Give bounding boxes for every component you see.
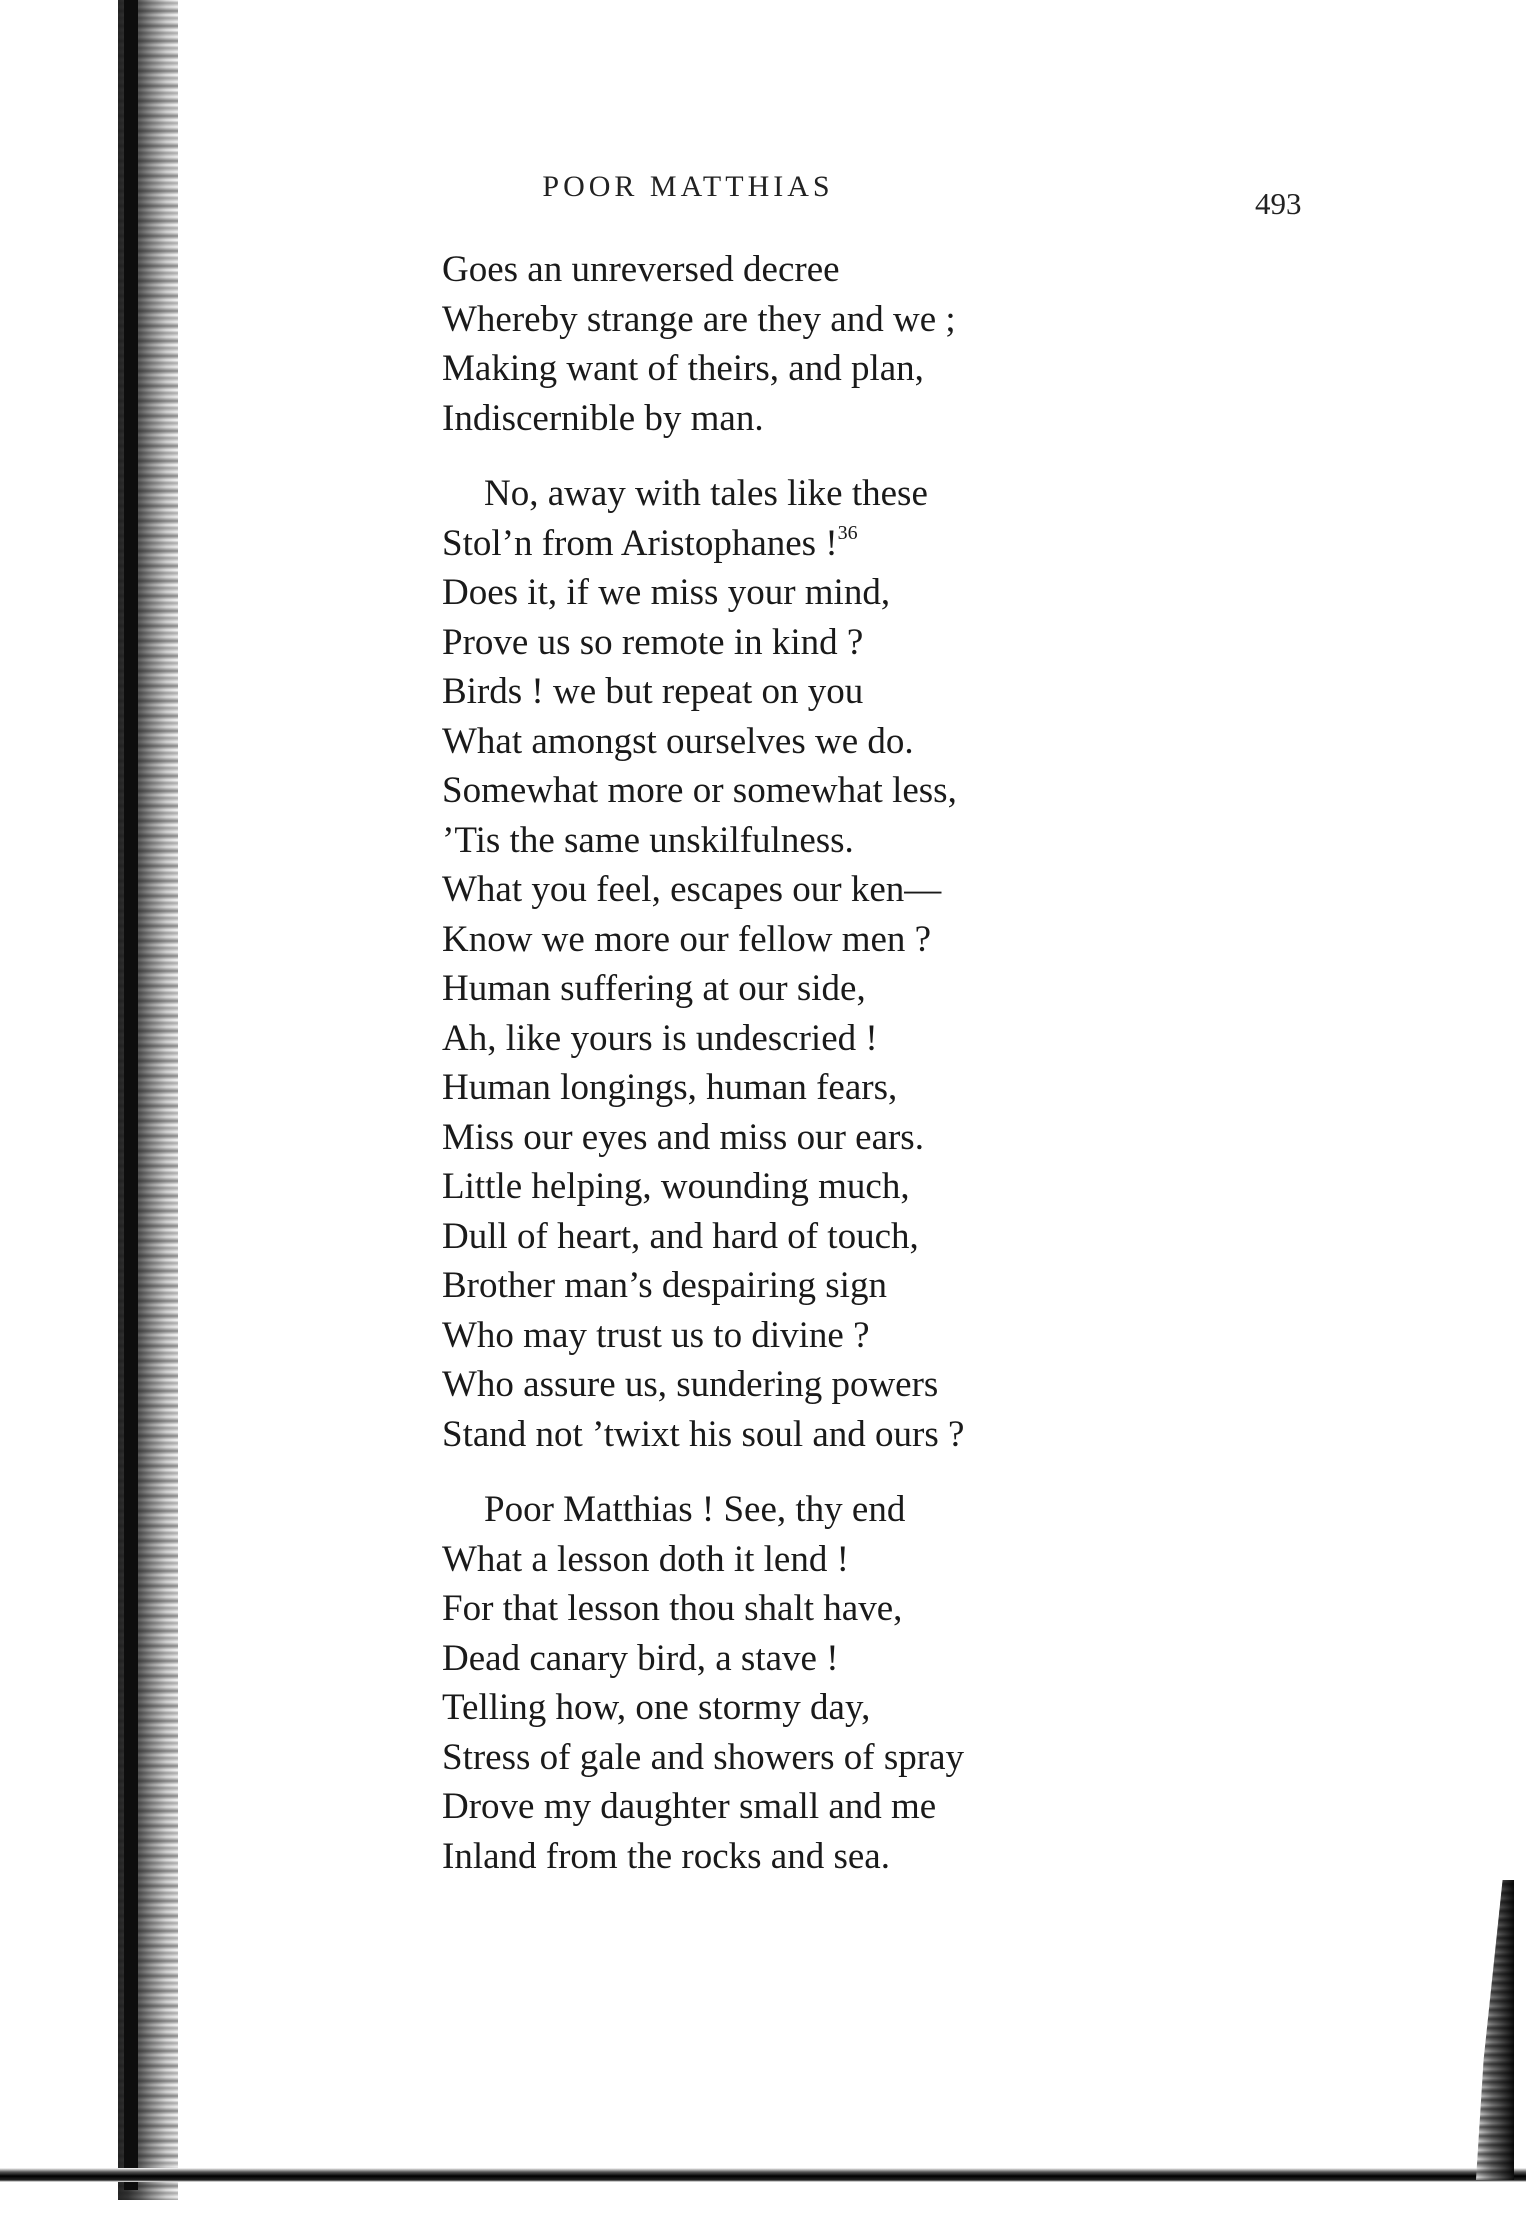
poem-line: ’Tis the same unskilfulness. [442,819,854,861]
poem-line: Birds ! we but repeat on you [442,671,864,712]
footnote-reference[interactable]: 36 [837,521,858,544]
poem-line: Who may trust us to divine ? [442,1314,870,1356]
poem-line: Little helping, wounding much, [442,1166,910,1207]
poem-line: For that lesson thou shalt have, [442,1588,903,1629]
stanza-1 [442,245,1442,443]
poem-line: Dull of heart, and hard of touch, [442,1215,919,1257]
poem-line-with-footnote [442,519,1442,569]
stanza-3 [442,1485,1442,1881]
poem-line: Stand not ’twixt his soul and ours ? [442,1413,965,1455]
running-head-text: POOR MATTHIAS [542,170,834,203]
poem-line: Brother man’s despairing sign [442,1265,887,1306]
poem-line: Goes an unreversed decree [442,249,840,290]
stanza-2 [442,469,1442,1459]
poem-line: Does it, if we miss your mind, [442,572,891,613]
poem-line: Prove us so remote in kind ? [442,621,864,663]
poem-line: Human longings, human fears, [442,1067,898,1108]
poem-line: What amongst ourselves we do. [442,720,914,762]
poem-line: Who assure us, sundering powers [442,1364,939,1405]
poem-line: What you feel, escapes our ken— [442,869,942,910]
poem-line: Know we more our fellow men ? [442,918,932,960]
binding-edge-bottom [0,2168,1526,2182]
poem-line: What a lesson doth it lend ! [442,1538,849,1580]
poem-line: No, away with tales like these [484,473,928,514]
poem-line-text: Stol’n from Aristophanes ! [442,522,838,564]
poem-body [442,245,1442,1907]
binding-edge-left [124,0,138,2190]
poem-line: Somewhat more or somewhat less, [442,770,957,811]
poem-line: Telling how, one stormy day, [442,1687,871,1728]
poem-line: Human suffering at our side, [442,968,866,1009]
poem-line: Poor Matthias ! See, thy end [484,1489,906,1530]
page-number: 493 [1255,186,1302,221]
poem-line: Drove my daughter small and me [442,1786,937,1827]
poem-line: Indiscernible by man. [442,397,764,439]
poem-line: Whereby strange are they and we ; [442,298,956,340]
poem-line: Making want of theirs, and plan, [442,348,924,389]
poem-line: Dead canary bird, a stave ! [442,1637,839,1679]
poem-line: Ah, like yours is undescried ! [442,1017,878,1059]
poem-line: Stress of gale and showers of spray [442,1736,964,1778]
poem-line: Inland from the rocks and sea. [442,1835,890,1877]
poem-line: Miss our eyes and miss our ears. [442,1116,924,1158]
binding-edge-right [1476,1880,1514,2180]
